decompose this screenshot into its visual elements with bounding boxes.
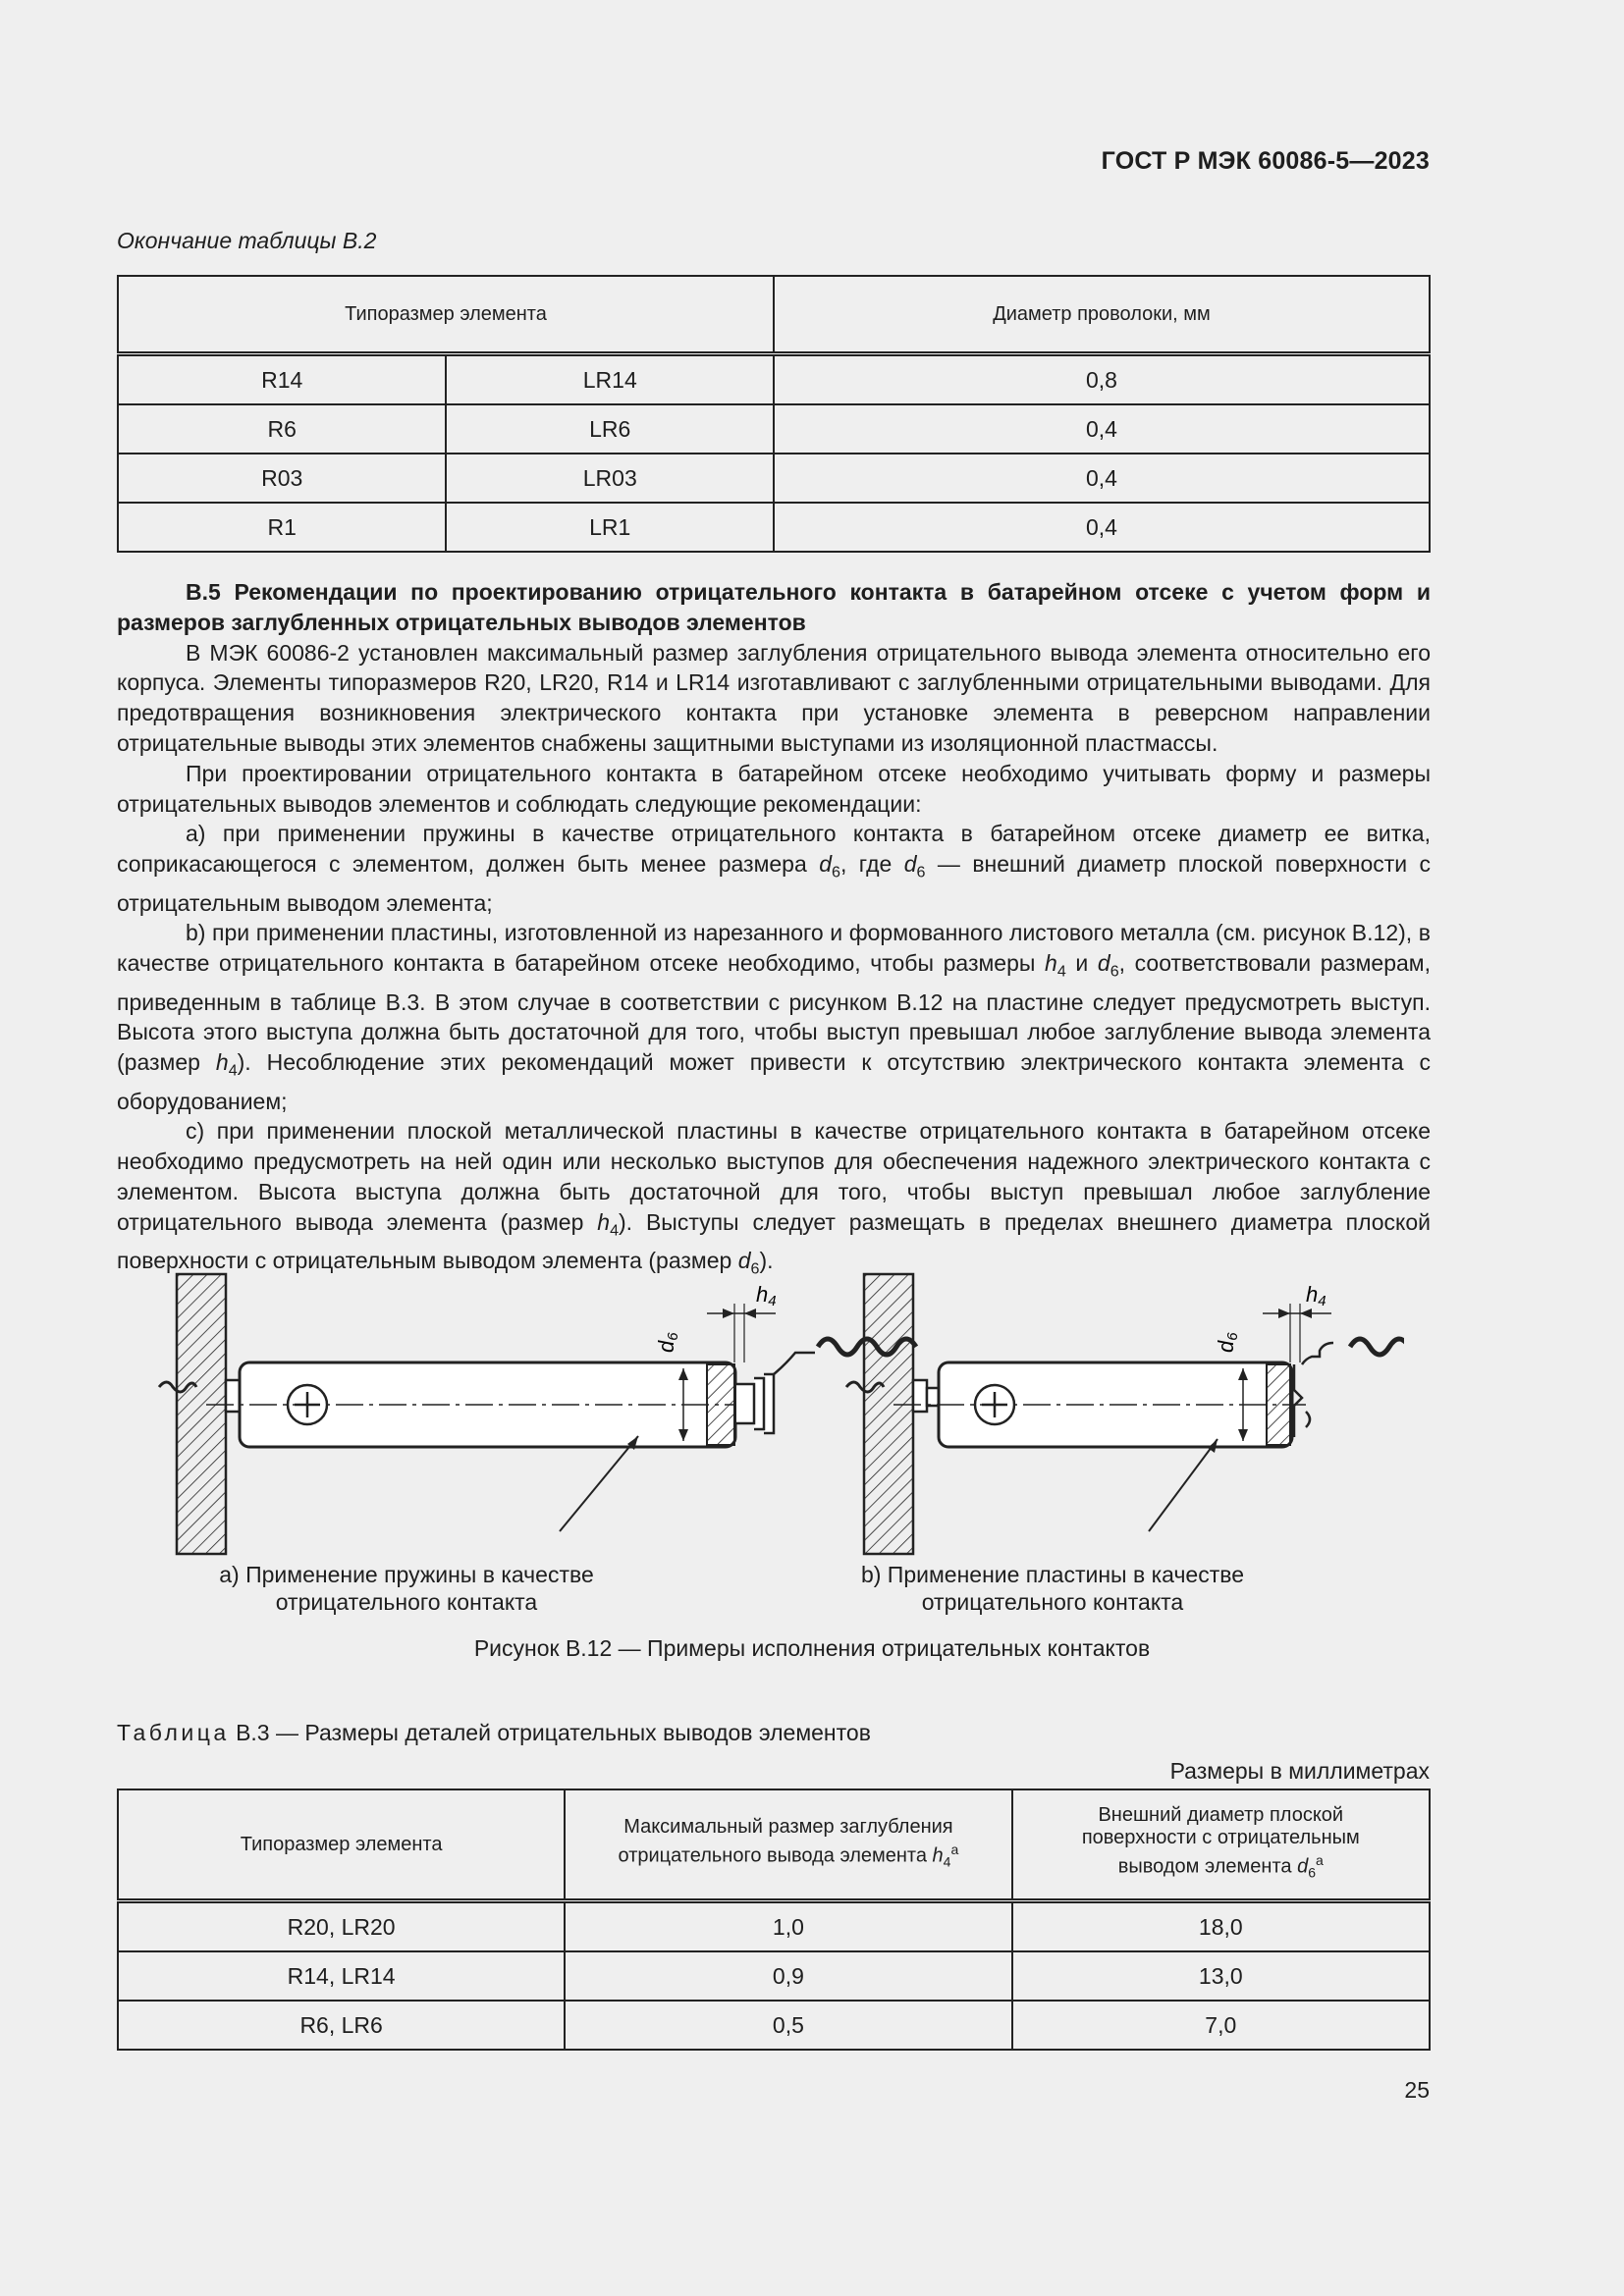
table-cell: 7,0: [1012, 2001, 1430, 2050]
table-cell: 0,4: [774, 454, 1430, 503]
symbol: d: [819, 851, 832, 878]
section-number: B.5: [186, 579, 221, 605]
spring-right-icon: [1350, 1339, 1404, 1355]
table-row: [118, 354, 1430, 405]
document-code: ГОСТ Р МЭК 60086-5—2023: [1101, 147, 1430, 175]
table-cell: 0,8: [774, 354, 1430, 405]
text: и: [1075, 950, 1089, 977]
dim-h4-label: h4: [756, 1282, 777, 1309]
symbol: h: [1045, 950, 1057, 977]
subscript: 6: [916, 863, 926, 881]
figure-b-caption-line1: b) Применение пластины в качестве: [860, 1562, 1245, 1587]
paragraph-2: При проектировании отрицательного контакта в батарейном отсеке необходимо учитывать форму и размеры отрицательных выводов элементов и соблюдать следующие рекомендации:: [117, 760, 1431, 817]
symbol: d: [1097, 950, 1110, 977]
text: — внешний диаметр плоской поверхности с отрицательным выводом элемента;: [117, 851, 1432, 916]
figure-a-caption-line2: отрицательного контакта: [275, 1589, 538, 1615]
table-b2-header-cell-diameter: Диаметр проволоки, мм: [774, 276, 1430, 354]
header-line: [1013, 1849, 1429, 1885]
table-cell: 13,0: [1012, 1951, 1430, 2001]
table-b2-continuation-caption: Окончание таблицы В.2: [117, 228, 377, 253]
table-row: [118, 1951, 1430, 2001]
figure-a-caption: [200, 1561, 613, 1616]
figure-a-spring-contact: [159, 1274, 916, 1554]
text: ).: [759, 1248, 774, 1274]
cell-terminal-cap: [927, 1388, 939, 1406]
figure-a-caption-line1: a) Применение пружины в качестве: [219, 1562, 594, 1587]
table-cell: LR1: [446, 503, 774, 552]
text: , где: [839, 851, 893, 878]
table-cell: LR03: [446, 454, 774, 503]
text: c) при применении плоской металлической пластины в качестве отрицательного контакта в батарейном отсеке необходимо предусмотреть на ней один или несколько выступов для обеспечения надежного электрического контакта с элементом. Высота выступа должна быть достаточной для того, чтобы выступ превышал любое заглубление отрицательного вывода элемента (размер: [117, 1118, 1431, 1235]
text: b) при применении пластины, изготовленной из нарезанного и формованного листового металла (см. рисунок В.12), в качестве отрицательного контакта в батарейном отсеке необходимо, чтобы размеры: [117, 920, 1431, 977]
table-row: [118, 454, 1430, 503]
spring-coils-icon: [736, 1374, 774, 1433]
table-b3-header-row: [118, 1789, 1430, 1901]
table-cell: R03: [118, 454, 446, 503]
table-row: [118, 1901, 1430, 1952]
table-cell: LR14: [446, 354, 774, 405]
section-b5: [117, 577, 1431, 1285]
figure-b12: [147, 1264, 1404, 1628]
table-b2: [117, 275, 1431, 553]
table-row: [118, 503, 1430, 552]
paragraph-c: [117, 1116, 1431, 1284]
table-cell: 0,5: [565, 2001, 1011, 2050]
figure-b-caption-line2: отрицательного контакта: [921, 1589, 1184, 1615]
section-title: Рекомендации по проектированию отрицательного контакта в батарейном отсеке с учетом форм и размеров заглубленных отрицательных выводов элементов: [117, 579, 1432, 635]
symbol: h: [932, 1844, 944, 1867]
table-b3: [117, 1789, 1431, 2051]
table-cell: R6: [118, 404, 446, 454]
dim-d6-label: d6: [1214, 1332, 1241, 1353]
subscript: 6: [750, 1259, 760, 1278]
table-cell: 1,0: [565, 1901, 1011, 1952]
header-line: Максимальный размер заглубления: [623, 1815, 953, 1838]
leader-line: [1149, 1439, 1218, 1531]
table-b3-header-h4: [565, 1789, 1011, 1901]
table-cell: R14, LR14: [118, 1951, 565, 2001]
table-cell: LR6: [446, 404, 774, 454]
footnote-mark: a: [950, 1841, 959, 1857]
paragraph-1: В МЭК 60086-2 установлен максимальный размер заглубления отрицательного вывода элемента относительно его корпуса. Элементы типоразмеров R20, LR20, R14 и LR14 изготавливают с заглубленными отрицательными выводами. Для предотвращения возникновения электрического контакта при установке элемента в реверсном направлении отрицательные выводы этих элементов снабжены защитными выступами из изоляционной пластмассы.: [117, 639, 1431, 756]
table-b3-title-rest: В.3 — Размеры деталей отрицательных выводов элементов: [236, 1720, 871, 1745]
subscript: 4: [1056, 962, 1066, 981]
table-b3-units: Размеры в миллиметрах: [1169, 1758, 1430, 1784]
table-b2-header-row: [118, 276, 1430, 354]
paragraph-b: [117, 918, 1431, 1116]
text: ). Несоблюдение этих рекомендаций может привести к отсутствию электрического контакта элемента с оборудованием;: [117, 1049, 1431, 1114]
text: выводом элемента: [1117, 1855, 1292, 1878]
leader-line: [560, 1436, 638, 1531]
recess-insulation: [707, 1364, 734, 1445]
dim-h4-label: h4: [1306, 1282, 1326, 1309]
wall-hatched: [177, 1274, 226, 1554]
symbol: d: [903, 851, 917, 878]
table-b3-title: [117, 1720, 871, 1746]
dim-d6-label: d6: [654, 1332, 681, 1353]
symbol: h: [215, 1049, 229, 1076]
paragraph-a: [117, 819, 1431, 918]
subscript: 4: [610, 1221, 620, 1240]
table-cell: 0,4: [774, 503, 1430, 552]
table-cell: 0,4: [774, 404, 1430, 454]
symbol: d: [1297, 1855, 1309, 1878]
table-cell: R20, LR20: [118, 1901, 565, 1952]
table-cell: R1: [118, 503, 446, 552]
subscript: 4: [943, 1853, 951, 1870]
table-b3-title-word: Таблица: [117, 1720, 230, 1745]
text: , соответствовали размерам, приведенным в таблице В.3. В этом случае в соответствии с рисунком В.12 на пластине следует предусмотреть выступ. Высота этого выступа должна быть достаточной для того, чтобы выступ превышал любое заглубление вывода элемента (размер: [117, 950, 1431, 1076]
text: ). Выступы следует размещать в пределах внешнего диаметра плоской поверхности с отрицательным выводом элемента (размер: [117, 1208, 1431, 1274]
subscript: 4: [228, 1061, 238, 1080]
table-cell: 0,9: [565, 1951, 1011, 2001]
table-b3-header-size: Типоразмер элемента: [118, 1789, 565, 1901]
table-cell: 18,0: [1012, 1901, 1430, 1952]
subscript: 6: [1110, 962, 1119, 981]
text: a) при применении пружины в качестве отрицательного контакта в батарейном отсеке диаметр ее витка, соприкасающегося с элементом, должен быть менее размера: [117, 821, 1431, 878]
table-cell: R14: [118, 354, 446, 405]
cell-terminal: [226, 1380, 240, 1412]
figure-b-caption: [846, 1561, 1259, 1616]
wall-hatched: [864, 1274, 913, 1554]
table-b3-header-d6: [1012, 1789, 1430, 1901]
header-line: [566, 1839, 1010, 1874]
section-heading: [117, 577, 1431, 638]
cell-terminal: [913, 1380, 927, 1412]
table-row: [118, 2001, 1430, 2050]
symbol: h: [597, 1208, 611, 1235]
table-row: [118, 404, 1430, 454]
symbol: d: [737, 1248, 751, 1274]
page-number: 25: [1404, 2077, 1430, 2103]
recess-insulation: [1267, 1364, 1290, 1445]
figure-b-plate-contact: [846, 1274, 1404, 1554]
table-cell: R6, LR6: [118, 2001, 565, 2050]
text: отрицательного вывода элемента: [618, 1844, 927, 1867]
subscript: 6: [832, 863, 840, 881]
table-b2-header-cell-size: Типоразмер элемента: [118, 276, 774, 354]
subscript: 6: [1308, 1864, 1316, 1881]
header-line: Внешний диаметр плоской: [1098, 1804, 1344, 1827]
footnote-mark: a: [1315, 1852, 1324, 1869]
figure-b12-drawing: [147, 1264, 1404, 1559]
header-line: поверхности с отрицательным: [1081, 1827, 1360, 1849]
figure-title: Рисунок В.12 — Примеры исполнения отрицательных контактов: [473, 1635, 1151, 1661]
